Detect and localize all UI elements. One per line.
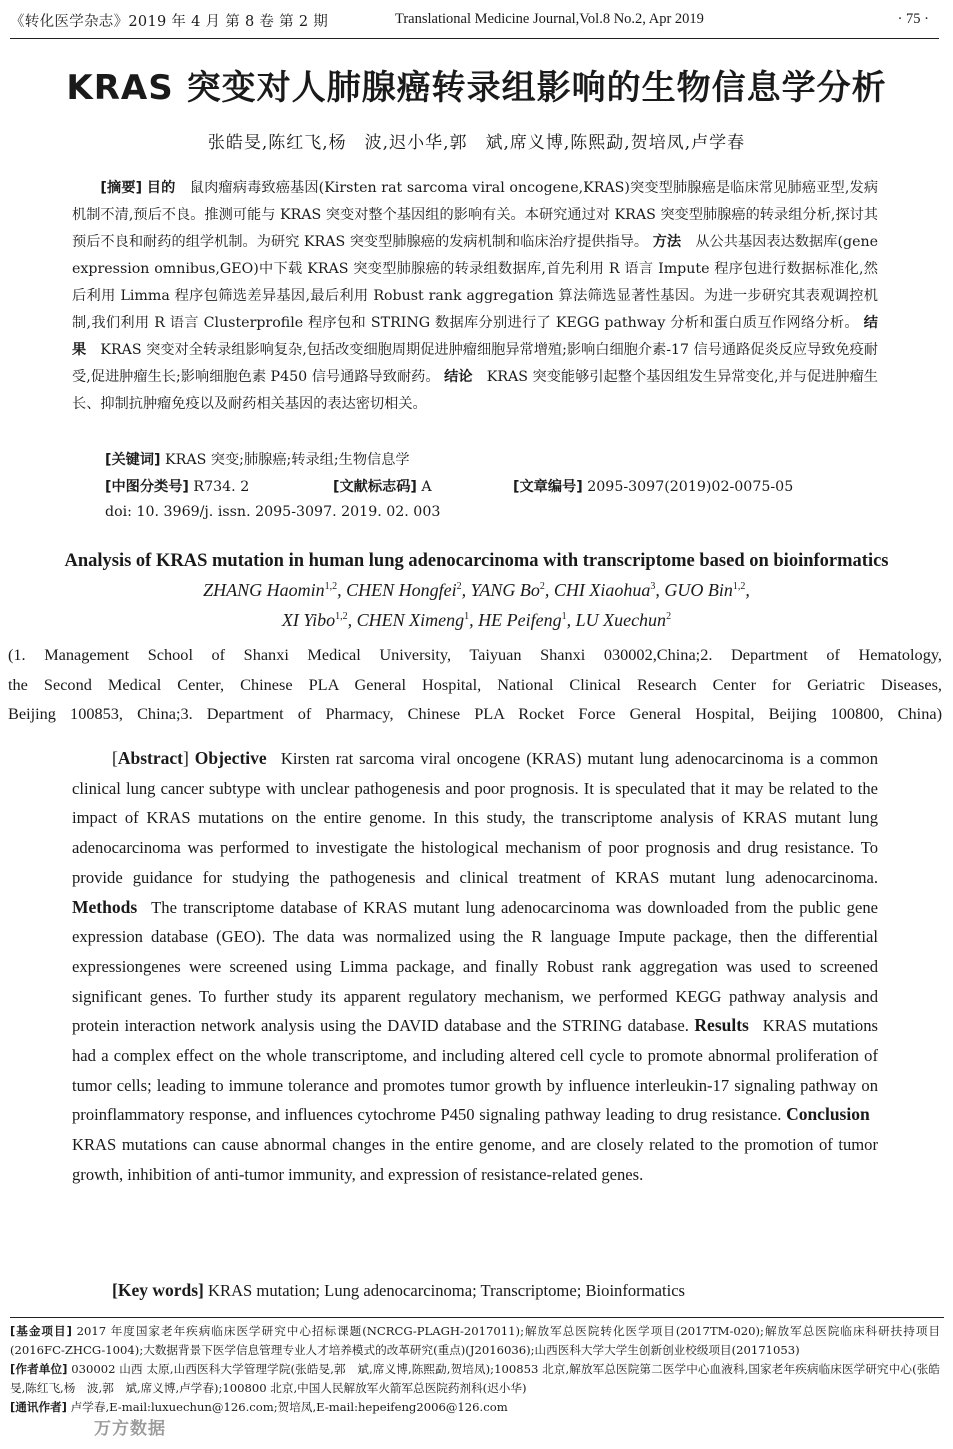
author-affiliation-note: [作者单位] 030002 山西 太原,山西医科大学管理学院(张皓旻,郭 斌,席义博,陈熙勐,贺培凤);100853 北京,解放军总医院第二医学中心血液科,国家老年疾病临床医学研究中心(张皓旻,陈红飞,杨 波,郭 斌,席义博,卢学春);100800 北京,中国人民解放军火箭军总医院药剂科(迟小华) [10, 1362, 941, 1395]
article-title-en: Analysis of KRAS mutation in human lung adenocarcinoma with transcriptome based on bioinformatics [64, 551, 889, 571]
methods-label-en: Methods [72, 896, 138, 917]
results-label-en: Results [694, 1015, 749, 1036]
author-list-en-line-1 [0, 580, 953, 601]
corresponding-author-note: [通讯作者] 卢学春,E-mail:luxuechun@126.com;贺培凤,E-mail:hepeifeng2006@126.com [10, 1400, 508, 1414]
conclusion-text-cn: KRAS 突变能够引起整个基因组发生异常变化,并与促进肿瘤生长、抑制抗肿瘤免疫以及耐药相关基因的表达密切相关。 [72, 369, 878, 412]
affiliation-line: (1. Management School of Shanxi Medical University, Taiyuan Shanxi 030002,China;2. Department of Hematology, [8, 645, 942, 664]
objective-text-en: Kirsten rat sarcoma viral oncogene (KRAS) mutant lung adenocarcinoma is a common clinical lung cancer subtype with unclear pathogenesis and poor prognosis. It is speculated that it may be related to the impact of KRAS mutations on the entire genome. In this study, the transcriptome analysis of KRAS mutant lung adenocarcinoma was performed to investigate the histological mechanism of poor prognosis and drug resistance. To provide guidance for studying the pathogenesis and clinical treatment of KRAS mutant lung adenocarcinoma. [72, 749, 878, 887]
wanfang-watermark: 万方数据 [94, 1419, 166, 1439]
abstract-label-en: [Abstract] [112, 748, 189, 768]
affiliations-en [8, 640, 942, 729]
doc-code-label: [文献标志码] [333, 479, 417, 495]
conclusion-label-en: Conclusion [786, 1104, 870, 1125]
keywords-label-cn: [关键词] [105, 452, 161, 468]
affiliation-line: Beijing 100853, China;3. Department of Pharmacy, Chinese PLA Rocket Force General Hospital, Beijing 100800, China) [8, 704, 942, 723]
affiliation-line: the Second Medical Center, Chinese PLA General Hospital, National Clinical Research Center for Geriatric Diseases, [8, 674, 942, 694]
author-en: YANG Bo$^2$, [470, 580, 554, 600]
footnotes [10, 1322, 940, 1417]
running-header [10, 8, 939, 39]
abstract-cn [72, 175, 878, 418]
methods-label-cn: 方法 [652, 234, 682, 250]
article-no-label: [文章编号] [513, 479, 583, 495]
page-number: · 75 · [897, 11, 929, 27]
objective-text-cn: 鼠肉瘤病毒致癌基因(Kirsten rat sarcoma viral oncogene,KRAS)突变型肺腺癌是临床常见肺癌亚型,发病机制不清,预后不良。推测可能与 KRAS 突变对整个基因组的影响有关。本研究通过对 KRAS 突变型肺腺癌的转录组分析,探讨其预后不良和耐药的组学机制。为研究 KRAS 突变型肺腺癌的发病机制和临床治疗提供指导。 [72, 180, 879, 250]
author-en: ZHANG Haomin$^{1,2}$, [203, 580, 347, 600]
author-list-cn: 张皓旻,陈红飞,杨 波,迟小华,郭 斌,席义博,陈熙勐,贺培凤,卢学春 [207, 133, 746, 153]
journal-issue-en: Translational Medicine Journal,Vol.8 No.2, Apr 2019 [395, 11, 704, 27]
author-en: HE Peifeng$^1$, [478, 610, 576, 630]
conclusion-text-en: KRAS mutations can cause abnormal changes in the entire genome, and are closely related to the promotion of tumor growth, inhibition of anti-tumor immunity, and expression of resistance-related genes. [72, 1135, 878, 1184]
clc-value: R734. 2 [193, 479, 250, 495]
doi: doi: 10. 3969/j. issn. 2095-3097. 2019. 02. 003 [105, 504, 441, 520]
methods-text-en: The transcriptome database of KRAS mutant lung adenocarcinoma was downloaded from the public gene expression database (GEO). The data was normalized using the R language Impute package, then the differential expressiongenes were screened using Limma package, and finally Robust rank aggregation was used to screened significant genes. To further study its apparent regulatory mechanism, we performed KEGG pathway analysis and protein interaction network analysis using the DAVID database and the STRING database. [72, 897, 878, 1036]
author-list-en-line-2 [0, 610, 953, 631]
results-label-cn: 结果 [72, 315, 878, 358]
author-en: XI Yibo$^{1,2}$, [281, 610, 357, 630]
clc-field [105, 476, 249, 496]
abstract-en [72, 744, 878, 1190]
results-text-cn: KRAS 突变对全转录组影响复杂,包括改变细胞周期促进肿瘤细胞异常增殖;影响白细胞介素-17 信号通路促炎反应导致免疫耐受,促进肿瘤生长;影响细胞色素 P450 信号通路导致耐药。 [72, 342, 878, 385]
doc-code-value: A [421, 479, 432, 495]
conclusion-label-cn: 结论 [444, 369, 473, 385]
author-en: CHI Xiaohua$^3$, [553, 580, 665, 600]
article-title-cn: KRAS 突变对人肺腺癌转录组影响的生物信息学分析 [66, 68, 887, 108]
author-en: LU Xuechun$^2$ [575, 610, 672, 630]
abstract-label-cn: [摘要] [100, 180, 143, 196]
journal-issue-cn: 《转化医学杂志》2019 年 4 月 第 8 卷 第 2 期 [10, 14, 329, 30]
keywords-cn [105, 449, 905, 469]
objective-label-en: Objective [194, 748, 267, 768]
doc-code-field [333, 476, 432, 496]
keywords-value-en: KRAS mutation; Lung adenocarcinoma; Transcriptome; Bioinformatics [208, 1281, 686, 1300]
footnote-divider [10, 1317, 944, 1318]
funding-note: [基金项目] 2017 年度国家老年疾病临床医学研究中心招标课题(NCRCG-PLAGH-2017011);解放军总医院转化医学项目(2017TM-020);解放军总医院临床科研扶持项目(2016FC-ZHCG-1004);大数据背景下医学信息管理专业人才培养模式的改革研究(重点)(J2016036);山西医科大学大学生创新创业校级项目(20171053) [10, 1324, 941, 1357]
results-text-en: KRAS mutations had a complex effect on the whole transcriptome, and including altered cell cycle to promote abnormal proliferation of tumor cells; leading to immune tolerance and promotes tumor growth by influence interleukin-17 signaling pathway on proinflammatory response, and influences cytochrome P450 signaling pathway leading to drug resistance. [72, 1016, 878, 1125]
keywords-label-en: [Key words] [112, 1280, 204, 1300]
keywords-value-cn: KRAS 突变;肺腺癌;转录组;生物信息学 [165, 452, 410, 468]
article-no-field [513, 476, 793, 496]
objective-label-cn: 目的 [146, 180, 176, 196]
keywords-en [112, 1280, 685, 1301]
methods-text-cn: 从公共基因表达数据库(gene expression omnibus,GEO)中下载 KRAS 突变型肺腺癌的转录组数据库,首先利用 R 语言 Impute 程序包进行数据标准化,然后利用 Limma 程序包筛选差异基因,最后利用 Robust rank aggregation 算法筛选显著性基因。为进一步研究其表观调控机制,我们利用 R 语言 Clusterprofile 程序包和 STRING 数据库分别进行了 KEGG pathway 分析和蛋白质互作网络分析。 [72, 234, 878, 331]
author-en: GUO Bin$^{1,2}$, [664, 580, 750, 600]
author-en: CHEN Ximeng$^1$, [356, 610, 479, 630]
clc-label: [中图分类号] [105, 479, 189, 495]
author-en: CHEN Hongfei$^2$, [346, 580, 471, 600]
article-no-value: 2095-3097(2019)02-0075-05 [587, 479, 794, 495]
